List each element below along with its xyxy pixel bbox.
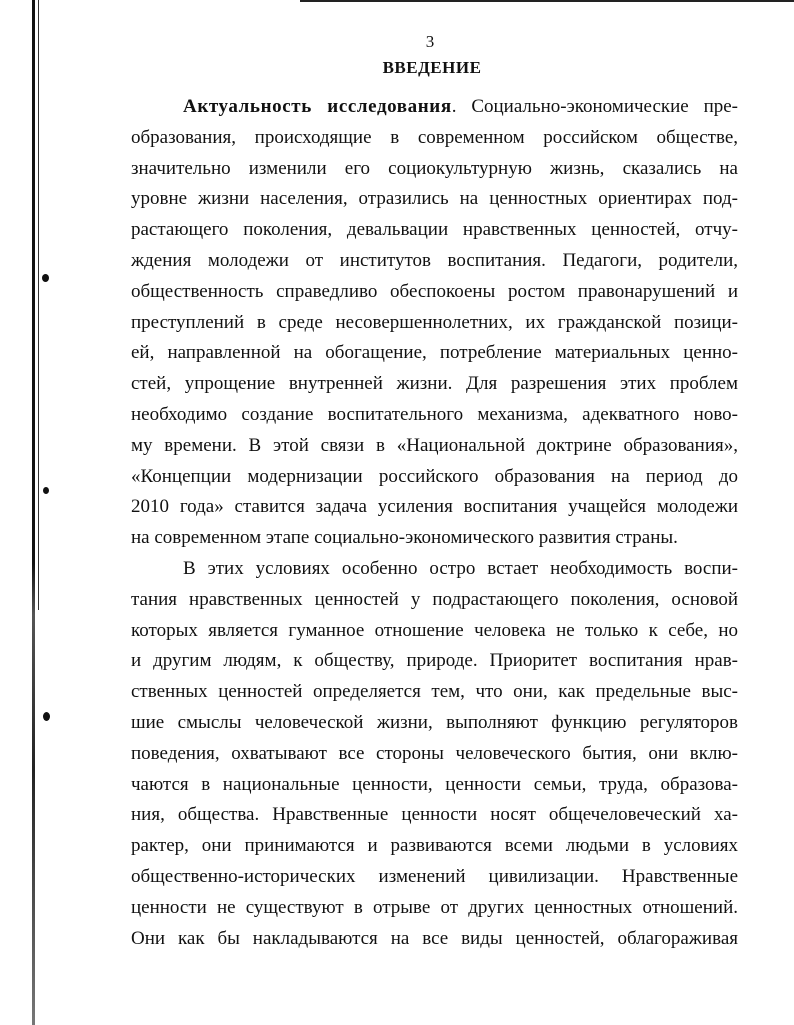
text-line: ценности не существуют в отрыве от других ценностных отношений.	[131, 896, 738, 918]
text-line: уровне жизни населения, отразились на ценностных ориентирах под-	[131, 188, 738, 210]
text-line: 2010 года» ставится задача усиления воспитания учащейся молодежи	[131, 496, 738, 518]
paragraph-relevance	[131, 92, 738, 554]
lead-term: Актуальность исследования	[183, 96, 452, 117]
text-line: на современном этапе социально-экономического развития страны.	[131, 527, 678, 549]
text-line: образования, происходящие в современном российском обществе,	[131, 126, 738, 148]
text-line: рактер, они принимаются и развиваются всеми людьми в условиях	[131, 835, 738, 857]
text-line: ственных ценностей определяется тем, что они, как предельные выс-	[131, 681, 738, 703]
page-number: 3	[425, 32, 435, 51]
text-line: чаются в национальные ценности, ценности семьи, труда, образова-	[131, 773, 738, 795]
text-line: шие смыслы человеческой жизни, выполняют функцию регуляторов	[131, 711, 738, 733]
scan-top-edge	[300, 0, 794, 2]
text-line	[131, 92, 738, 123]
text-line: Они как бы накладываются на все виды ценностей, облагораживая	[131, 927, 738, 949]
text-line: растающего поколения, девальвации нравственных ценностей, отчу-	[131, 219, 738, 241]
paragraph-conditions	[131, 554, 738, 954]
text-line: «Концепции модернизации российского образования на период до	[131, 465, 738, 487]
text-line: поведения, охватывают все стороны человеческого бытия, они вклю-	[131, 742, 738, 764]
text-line: общественно-исторических изменений цивилизации. Нравственные	[131, 865, 738, 887]
text-line: общественность справедливо обеспокоены ростом правонарушений и	[131, 280, 738, 302]
text-line: преступлений в среде несовершеннолетних, их гражданской позици-	[131, 311, 738, 333]
scan-speck	[43, 487, 49, 494]
text-line-rest: . Социально-экономические пре-	[451, 96, 738, 117]
page-heading: ВВЕДЕНИЕ	[382, 58, 482, 77]
text-line: му времени. В этой связи в «Национальной доктрине образования»,	[131, 434, 738, 456]
text-line: ждения молодежи от институтов воспитания. Педагоги, родители,	[131, 249, 738, 271]
text-line: значительно изменили его социокультурную жизнь, сказались на	[131, 157, 738, 179]
text-line: ей, направленной на обогащение, потребление материальных ценно-	[131, 342, 738, 364]
scan-speck	[42, 274, 49, 282]
text-line: тания нравственных ценностей у подрастающего поколения, основой	[131, 588, 738, 610]
scan-margin-line-thin	[38, 0, 39, 610]
text-line: и другим людям, к обществу, природе. Приоритет воспитания нрав-	[131, 650, 738, 672]
text-line: которых является гуманное отношение человека не только к себе, но	[131, 619, 738, 641]
text-line: необходимо создание воспитательного механизма, адекватного ново-	[131, 403, 738, 425]
document-body	[131, 92, 738, 954]
text-line: В этих условиях особенно остро встает необходимость воспи-	[183, 557, 738, 579]
scan-margin-line	[32, 0, 35, 1025]
text-line: стей, упрощение внутренней жизни. Для разрешения этих проблем	[131, 373, 738, 395]
scan-speck	[43, 712, 50, 721]
text-line: ния, общества. Нравственные ценности носят общечеловеческий ха-	[131, 804, 738, 826]
